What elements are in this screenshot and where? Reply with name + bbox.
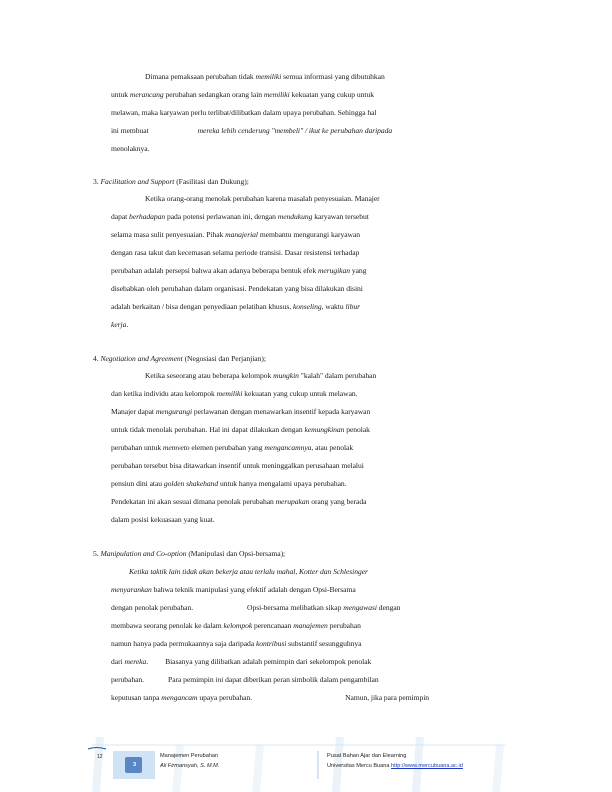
s4-line-3: Manajer dapat mengurangi perlawanan dengan menawarkan insentif kepada karyawan — [111, 407, 371, 416]
s3-line-1: Ketika orang-orang menolak perubahan karena masalah penyesuaian. Manajer — [145, 194, 380, 203]
s3-line-6: disebabkan oleh perubahan dalam organisasi. Pendekatan yang bisa dilakukan disini — [111, 284, 363, 293]
p1-line-2: untuk merancang perubahan sedangkan orang lain memiliki kekuatan yang cukup untuk — [111, 90, 374, 99]
footer-title: Manajemen Perubahan — [160, 753, 219, 759]
s4-line-4: untuk tidak menolak perubahan. Hal ini dapat dilakukan dengan kemungkinan penolak — [111, 425, 370, 434]
p1-line-5: menolaknya. — [111, 144, 150, 153]
footer-decoration — [0, 737, 612, 792]
section-4-heading: 4. Negotiation and Agreement (Negosiasi dan Perjanjian); — [93, 354, 266, 363]
s4-line-7: pensiun dini atau golden shakehand untuk hanya mengalami upaya perubahan. — [111, 479, 347, 488]
s5-line-2: menyarankan bahwa teknik manipulasi yang efektif adalah dengan Opsi-Bersama — [111, 585, 356, 594]
s4-line-5: perubahan untuk memveto elemen perubahan yang mengancamnya, atau penolak — [111, 443, 354, 452]
footer-url-link[interactable]: http://www.mercubuana.ac.id — [391, 763, 463, 769]
s3-line-4: dengan rasa takut dan kecemasan selama periode transisi. Dasar resistensi terhadap — [111, 248, 360, 257]
p1-line-3: melawan, maka karyawan perlu terlibat/dilibatkan dalam upaya perubahan. Sehingga hal — [111, 108, 377, 117]
section-3-heading: 3. Facilitation and Support (Fasilitasi dan Dukung); — [93, 177, 249, 186]
s5-line-8: keputusan tanpa mengancam upaya perubahan. Namun, jika para pemimpin — [111, 693, 430, 702]
p1-line-1: Dimana pemaksaan perubahan tidak memiliki semua informasi yang dibutuhkan — [145, 72, 385, 81]
s5-line-6: dari mereka. Biasanya yang dilibatkan adalah pemimpin dari sekelompok penolak — [111, 657, 372, 666]
s5-line-4: membawa seorang penolak ke dalam kelompok perencanaan manajemen perubahan — [111, 621, 361, 630]
footer-university: Universitas Mercu Buana http://www.mercubuana.ac.id — [327, 763, 463, 769]
s5-line-3: dengan penolak perubahan. Opsi-bersama melibatkan sikap mengawasi dengan — [111, 603, 401, 612]
s4-line-1: Ketika seseorang atau beberapa kelompok mungkin "kalah" dalam perubahan — [145, 371, 377, 380]
s5-line-1: Ketika taktik lain tidak akan bekerja atau terlalu mahal, Kotter dan Schlesinger — [129, 567, 368, 576]
footer-center-name: Pusat Bahan Ajar dan Elearning — [327, 753, 407, 759]
s4-line-8: Pendekatan ini akan sesuai dimana penolak perubahan merupakan orang yang berada — [111, 497, 367, 506]
s3-line-2: dapat berhadapan pada potensi perlawanan ini, dengan mendukung karyawan tersebut — [111, 212, 369, 221]
s3-line-5: perubahan adalah persepsi bahwa akan adanya beberapa bentuk efek merugikan yang — [111, 266, 367, 275]
badge-number: 3 — [133, 762, 137, 768]
s4-line-6: perubahan tersebut bisa ditawarkan insentif untuk meninggalkan perusahaan melalui — [111, 461, 364, 470]
s5-line-7: perubahan. Para pemimpin ini dapat diberikan peran simbolik dalam pengambilan — [111, 675, 379, 684]
s3-line-8: kerja. — [111, 320, 129, 329]
footer-author: Ali Firmansyah, S. M.M. — [160, 763, 220, 769]
section-5-heading: 5. Manipulation and Co-option (Manipulasi dan Opsi-bersama); — [93, 549, 286, 558]
s5-line-5: namun hanya pada permukaannya saja daripada kontribusi substantif sesungguhnya — [111, 639, 362, 648]
s3-line-3: selama masa sulit penyesuaian. Pihak manajerial membantu mengurangi karyawan — [111, 230, 361, 239]
s3-line-7: adalah berkaitan / bisa dengan penyediaan pelatihan khusus, konseling, waktu libur — [111, 302, 360, 311]
p1-line-4: ini membuat mereka lebih cenderung "membeli" / ikut ke perubahan daripada — [111, 126, 393, 135]
s4-line-2: dan ketika individu atau kelompok memiliki kekuatan yang cukup untuk melawan. — [111, 389, 358, 398]
page-footer — [0, 737, 612, 792]
s4-line-9: dalam posisi kekuasaan yang kuat. — [111, 515, 215, 524]
page-number: 12 — [97, 754, 103, 760]
